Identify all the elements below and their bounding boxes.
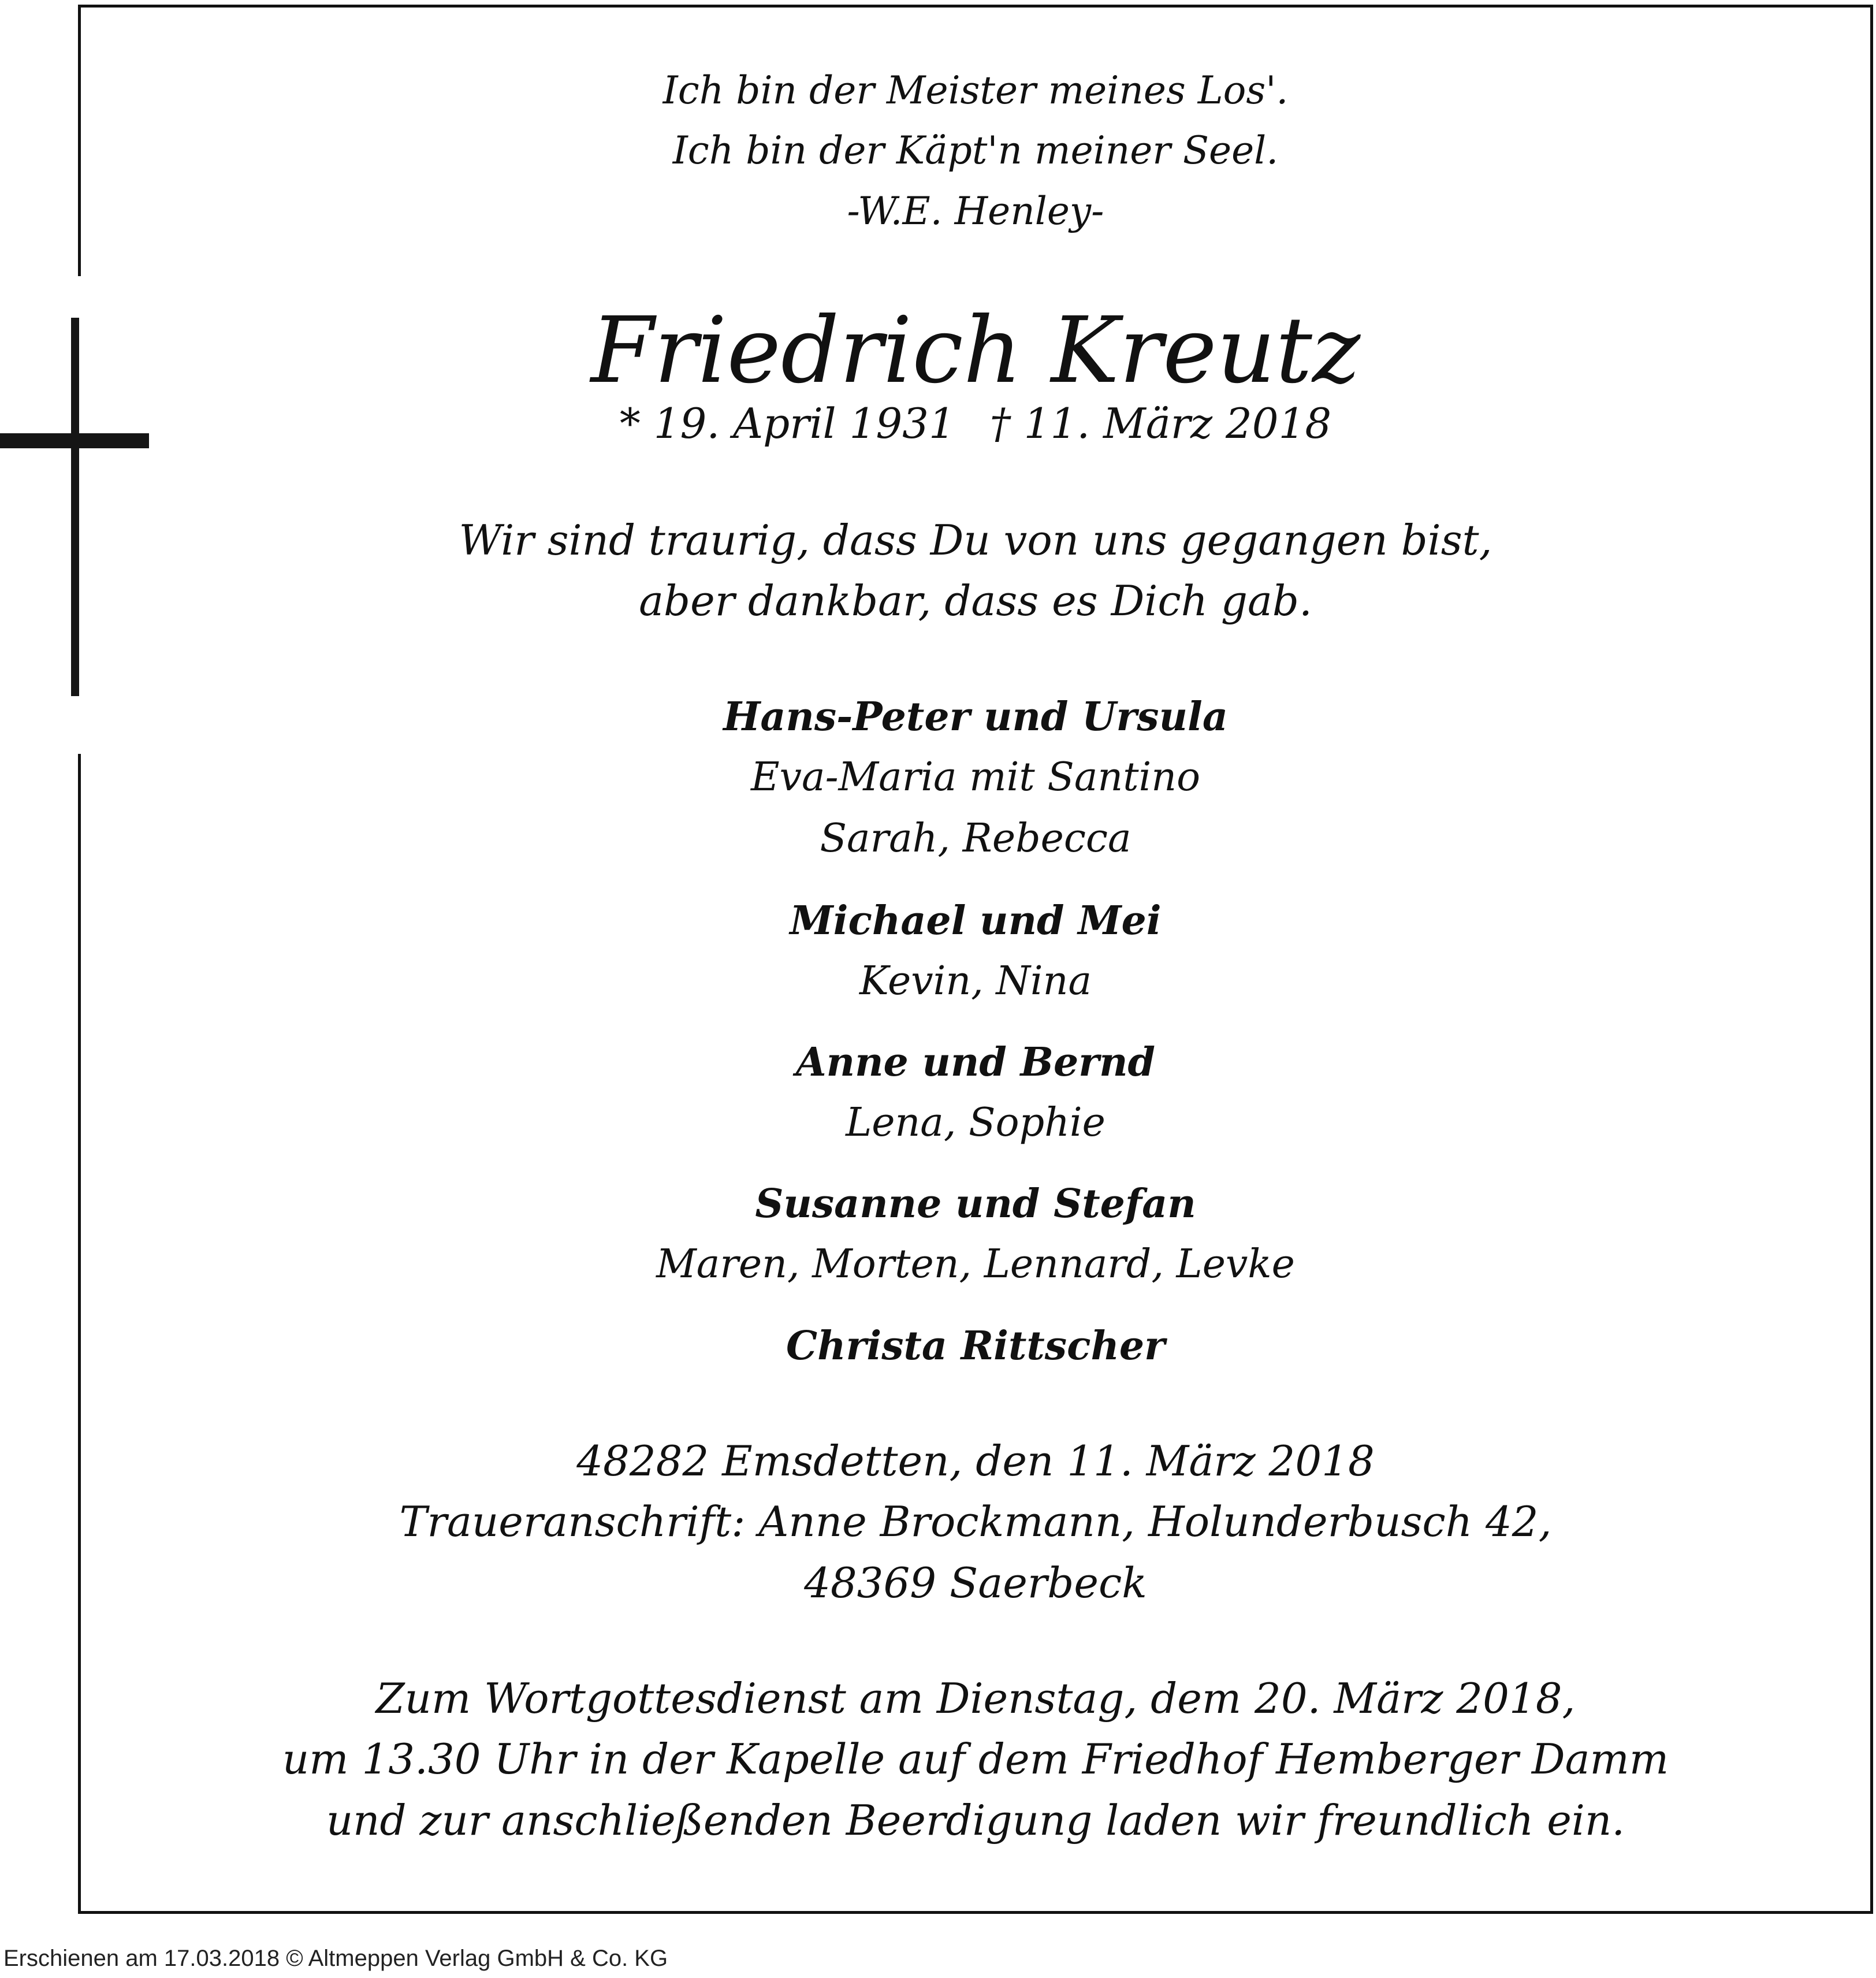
service-line-3: und zur anschließenden Beerdigung laden wir freundlich ein.: [326, 1796, 1625, 1845]
family-heads: Christa Rittscher: [786, 1323, 1166, 1369]
frame-top-border: [78, 5, 1873, 8]
family-heads: Michael und Mei: [790, 898, 1162, 944]
death-date: † 11. März 2018: [989, 399, 1332, 448]
family-member: Eva-Maria mit Santino: [750, 754, 1201, 800]
address-place-date: 48282 Emsdetten, den 11. März 2018: [576, 1437, 1375, 1485]
address-mourning-line-2: 48369 Saerbeck: [804, 1559, 1147, 1607]
cross-vertical-beam: [71, 318, 79, 696]
family-member: Kevin, Nina: [859, 958, 1092, 1004]
family-member: Sarah, Rebecca: [820, 816, 1131, 861]
family-heads: Anne und Bernd: [795, 1039, 1156, 1085]
publication-credit: Erschienen am 17.03.2018 © Altmeppen Verlag GmbH & Co. KG: [3, 1946, 668, 1971]
service-line-1: Zum Wortgottesdienst am Dienstag, dem 20. März 2018,: [375, 1674, 1576, 1723]
motto-line-2: Ich bin der Käpt'n meiner Seel.: [672, 128, 1279, 173]
life-dates: [81, 399, 1870, 448]
family-heads: Hans-Peter und Ursula: [723, 694, 1228, 740]
family-member: Lena, Sophie: [846, 1100, 1106, 1146]
message-line-2: aber dankbar, dass es Dich gab.: [639, 577, 1312, 625]
motto-line-1: Ich bin der Meister meines Los'.: [662, 68, 1289, 113]
message-line-1: Wir sind traurig, dass Du von uns gegangen bist,: [459, 516, 1492, 564]
motto-author: -W.E. Henley-: [847, 189, 1104, 233]
family-heads: Susanne und Stefan: [755, 1181, 1196, 1227]
frame-right-border: [1870, 5, 1873, 1914]
service-line-2: um 13.30 Uhr in der Kapelle auf dem Friedhof Hemberger Damm: [282, 1735, 1669, 1783]
frame-bottom-border: [78, 1911, 1873, 1914]
address-mourning-line-1: Traueranschrift: Anne Brockmann, Holunderbusch 42,: [399, 1497, 1552, 1546]
birth-date: * 19. April 1931: [619, 399, 955, 448]
family-member: Maren, Morten, Lennard, Levke: [656, 1241, 1295, 1287]
deceased-name: Friedrich Kreutz: [590, 298, 1361, 404]
